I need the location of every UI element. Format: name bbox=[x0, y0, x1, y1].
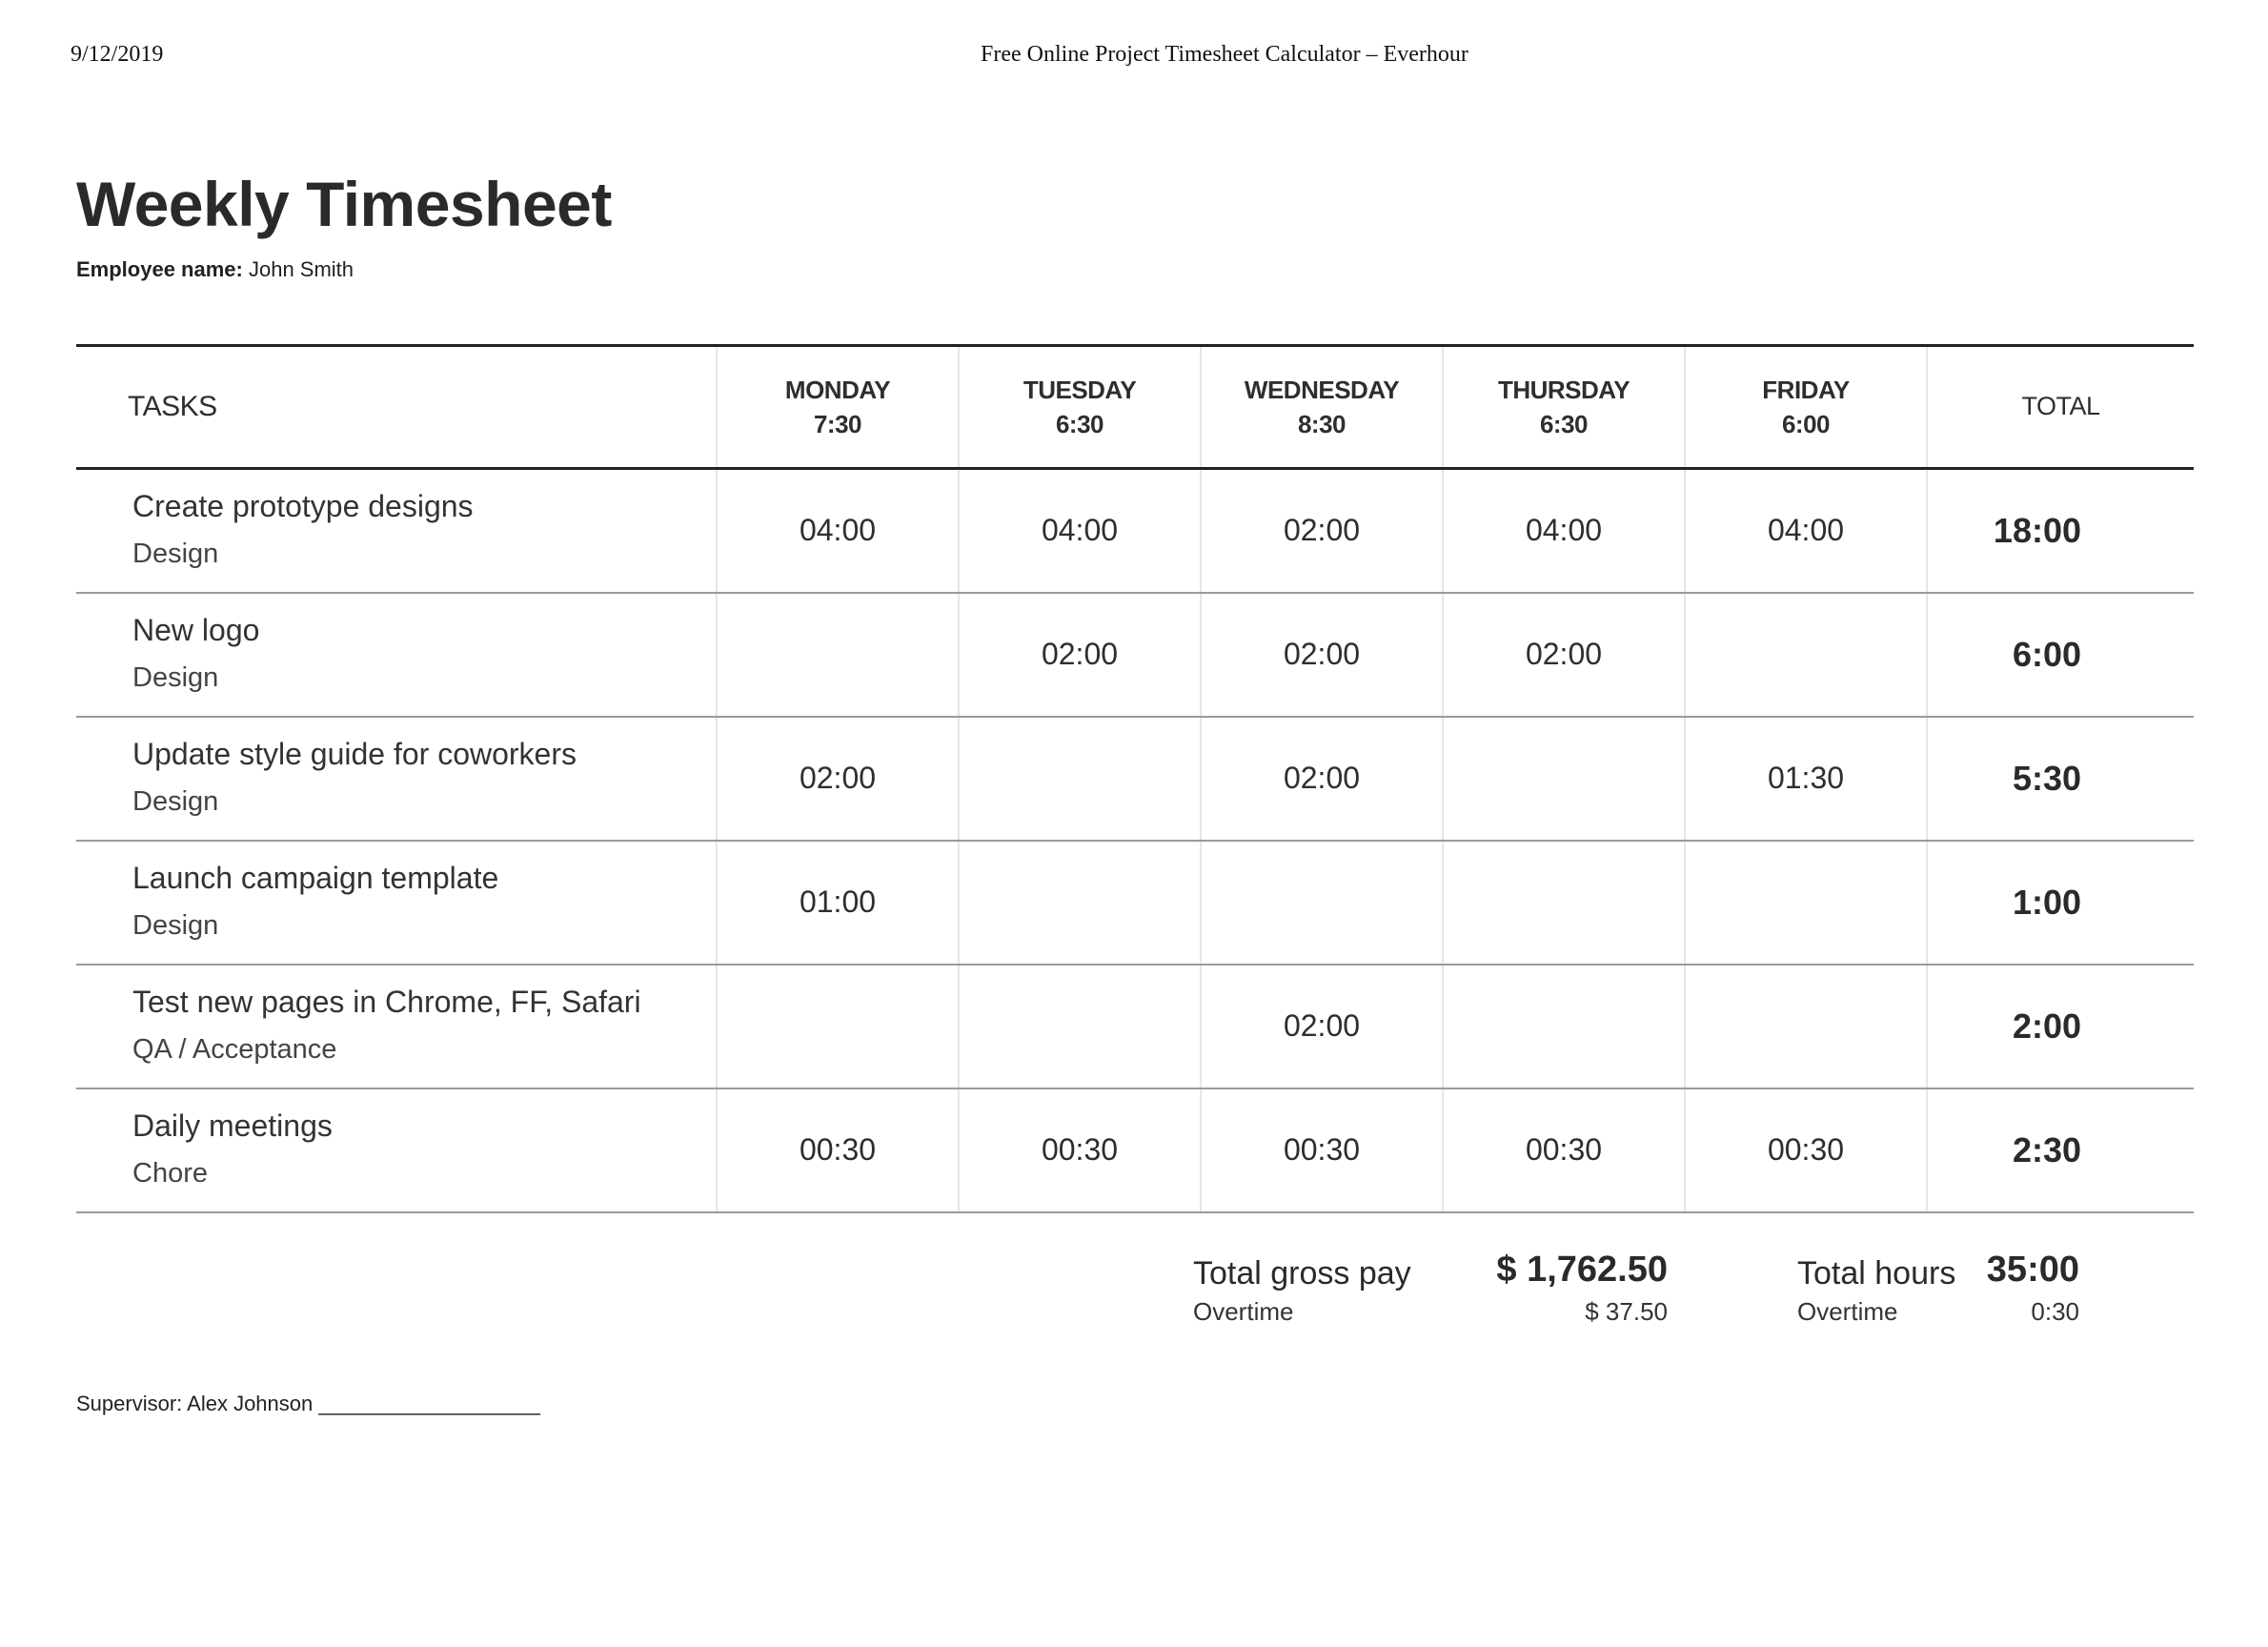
row-total: 1:00 bbox=[1927, 841, 2194, 965]
table-row bbox=[76, 1088, 2194, 1212]
table-header-row bbox=[76, 346, 2194, 469]
day-hours: 6:30 bbox=[1055, 410, 1104, 438]
hours-cell bbox=[959, 965, 1201, 1088]
day-name: FRIDAY bbox=[1762, 375, 1850, 404]
hours-overtime-label: Overtime bbox=[1797, 1297, 1898, 1326]
hours-cell: 02:00 bbox=[1201, 469, 1443, 593]
print-header bbox=[0, 42, 2268, 74]
day-name: THURSDAY bbox=[1497, 375, 1630, 404]
table-row bbox=[76, 593, 2194, 717]
hours-cell bbox=[959, 841, 1201, 965]
total-column-header: TOTAL bbox=[1927, 346, 2194, 469]
gross-pay-value: $ 1,762.50 bbox=[1496, 1250, 1668, 1290]
hours-cell bbox=[717, 593, 959, 717]
hours-cell: 01:00 bbox=[717, 841, 959, 965]
hours-cell: 00:30 bbox=[1443, 1088, 1685, 1212]
hours-cell: 02:00 bbox=[1201, 593, 1443, 717]
day-hours: 6:00 bbox=[1781, 410, 1831, 438]
row-total: 2:00 bbox=[1927, 965, 2194, 1088]
task-category: Design bbox=[132, 785, 219, 817]
task-cell bbox=[76, 1088, 717, 1212]
gross-pay-label: Total gross pay bbox=[1193, 1255, 1411, 1291]
task-name: Launch campaign template bbox=[132, 861, 499, 896]
row-total: 18:00 bbox=[1927, 469, 2194, 593]
pay-overtime-value: $ 37.50 bbox=[1585, 1297, 1668, 1326]
hours-cell: 00:30 bbox=[959, 1088, 1201, 1212]
day-column-header-monday bbox=[717, 346, 959, 469]
day-hours: 6:30 bbox=[1539, 410, 1589, 438]
task-category: Design bbox=[132, 661, 219, 693]
task-cell bbox=[76, 717, 717, 841]
task-name: Update style guide for coworkers bbox=[132, 737, 577, 772]
print-page-title: Free Online Project Timesheet Calculator – Everhour bbox=[981, 42, 1468, 67]
task-name: Daily meetings bbox=[132, 1108, 333, 1144]
tasks-column-header: TASKS bbox=[76, 346, 717, 469]
row-total: 2:30 bbox=[1927, 1088, 2194, 1212]
task-category: QA / Acceptance bbox=[132, 1033, 337, 1065]
pay-overtime-label: Overtime bbox=[1193, 1297, 1294, 1326]
timesheet-table bbox=[76, 344, 2194, 1213]
hours-cell bbox=[717, 965, 959, 1088]
hours-cell: 00:30 bbox=[717, 1088, 959, 1212]
print-date: 9/12/2019 bbox=[71, 42, 164, 67]
hours-cell: 01:30 bbox=[1685, 717, 1927, 841]
table-row bbox=[76, 965, 2194, 1088]
task-cell bbox=[76, 593, 717, 717]
task-category: Design bbox=[132, 909, 219, 941]
hours-cell bbox=[959, 717, 1201, 841]
hours-cell: 00:30 bbox=[1201, 1088, 1443, 1212]
task-cell bbox=[76, 841, 717, 965]
hours-cell: 04:00 bbox=[717, 469, 959, 593]
day-hours: 7:30 bbox=[813, 410, 862, 438]
day-name: WEDNESDAY bbox=[1244, 375, 1400, 404]
day-column-header-wednesday bbox=[1201, 346, 1443, 469]
day-name: TUESDAY bbox=[1023, 375, 1137, 404]
total-hours-value: 35:00 bbox=[1986, 1250, 2079, 1290]
hours-cell: 00:30 bbox=[1685, 1088, 1927, 1212]
hours-cell: 02:00 bbox=[959, 593, 1201, 717]
hours-cell: 04:00 bbox=[959, 469, 1201, 593]
employee-name: John Smith bbox=[248, 257, 354, 281]
task-cell bbox=[76, 469, 717, 593]
hours-cell bbox=[1443, 965, 1685, 1088]
hours-cell bbox=[1685, 841, 1927, 965]
employee-label: Employee name: bbox=[76, 257, 243, 281]
hours-cell: 04:00 bbox=[1685, 469, 1927, 593]
task-name: New logo bbox=[132, 613, 260, 648]
supervisor-signature-line: Supervisor: Alex Johnson ___________________ bbox=[76, 1392, 540, 1415]
day-column-header-thursday bbox=[1443, 346, 1685, 469]
hours-cell: 02:00 bbox=[1201, 965, 1443, 1088]
hours-cell bbox=[1443, 717, 1685, 841]
row-total: 6:00 bbox=[1927, 593, 2194, 717]
day-name: MONDAY bbox=[784, 375, 891, 404]
total-hours-label: Total hours bbox=[1797, 1255, 1956, 1291]
hours-cell bbox=[1685, 965, 1927, 1088]
table-row bbox=[76, 717, 2194, 841]
hours-cell: 02:00 bbox=[717, 717, 959, 841]
hours-overtime-value: 0:30 bbox=[2031, 1297, 2079, 1326]
task-cell bbox=[76, 965, 717, 1088]
employee-line bbox=[76, 257, 354, 282]
hours-cell bbox=[1201, 841, 1443, 965]
hours-cell bbox=[1443, 841, 1685, 965]
hours-cell: 04:00 bbox=[1443, 469, 1685, 593]
day-column-header-friday bbox=[1685, 346, 1927, 469]
table-row bbox=[76, 841, 2194, 965]
hours-cell bbox=[1685, 593, 1927, 717]
row-total: 5:30 bbox=[1927, 717, 2194, 841]
hours-cell: 02:00 bbox=[1443, 593, 1685, 717]
task-category: Chore bbox=[132, 1157, 208, 1189]
day-column-header-tuesday bbox=[959, 346, 1201, 469]
day-hours: 8:30 bbox=[1297, 410, 1347, 438]
table-row bbox=[76, 469, 2194, 593]
task-name: Create prototype designs bbox=[132, 489, 474, 524]
document-title: Weekly Timesheet bbox=[76, 169, 612, 239]
hours-cell: 02:00 bbox=[1201, 717, 1443, 841]
task-name: Test new pages in Chrome, FF, Safari bbox=[132, 985, 641, 1020]
task-category: Design bbox=[132, 539, 219, 570]
